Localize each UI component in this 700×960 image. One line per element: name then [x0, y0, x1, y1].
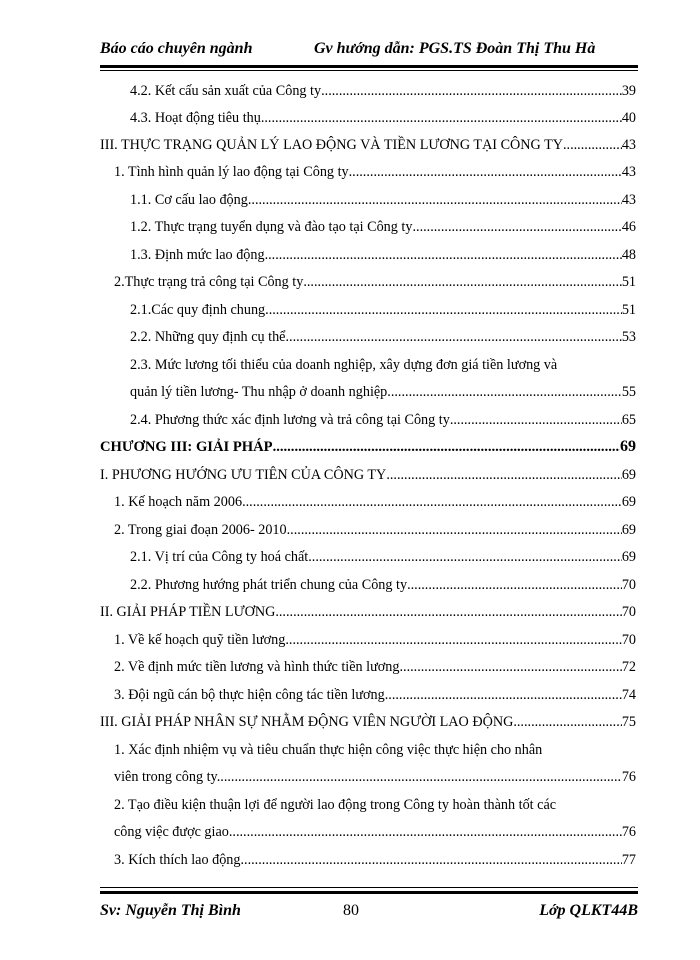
toc-leader-dots	[273, 434, 620, 460]
toc-leader-dots	[557, 352, 636, 378]
toc-leader-dots	[240, 847, 621, 873]
toc-entry-label: 2.3. Mức lương tối thiểu của doanh nghiệp, xây dựng đơn giá tiền lương và	[130, 357, 558, 373]
header-rule-thick	[100, 65, 638, 68]
toc-entry-page: 69	[621, 467, 636, 483]
toc-entry-label: 2.Thực trạng trả công tại Công ty	[114, 274, 304, 290]
toc-entry	[130, 572, 636, 598]
toc-entry-page: 75	[621, 714, 636, 730]
page-header	[100, 38, 638, 60]
toc-entry-page: 76	[621, 824, 636, 840]
toc-entry-page: 69	[621, 549, 636, 565]
toc-entry	[100, 462, 636, 488]
toc-leader-dots	[265, 297, 622, 323]
toc-entry	[100, 599, 636, 625]
toc-entry-page: 70	[621, 632, 636, 648]
toc-leader-dots	[412, 214, 621, 240]
toc-leader-dots	[542, 737, 636, 763]
toc-leader-dots	[242, 489, 622, 515]
toc-leader-dots	[407, 572, 622, 598]
toc-entry-label: 2. Trong giai đoạn 2006- 2010	[114, 522, 287, 538]
toc-entry-label: CHƯƠNG III: GIẢI PHÁP	[100, 439, 273, 455]
toc-leader-dots	[563, 132, 622, 158]
toc-entry	[130, 352, 636, 378]
toc-entry	[114, 847, 636, 873]
toc-entry	[114, 737, 636, 763]
toc-entry	[114, 682, 636, 708]
toc-entry	[130, 544, 636, 570]
toc-entry-page: 51	[621, 274, 636, 290]
toc-entry-label: 2. Về định mức tiền lương và hình thức tiền lương.	[114, 659, 404, 675]
toc-leader-dots	[556, 792, 636, 818]
toc-leader-dots	[303, 269, 621, 295]
header-rule-thin	[100, 70, 638, 71]
footer-student-name: Sv: Nguyễn Thị Bình	[100, 902, 241, 919]
toc-entry-label: 1. Kế hoạch năm 2006	[114, 494, 243, 510]
toc-leader-dots	[287, 517, 622, 543]
footer-class: Lớp QLKT44B	[539, 902, 638, 919]
toc-entry	[130, 187, 636, 213]
toc-entry-page: 43	[621, 192, 636, 208]
toc-entry-label: 2.4. Phương thức xác định lương và trả công tại Công ty	[130, 412, 450, 428]
toc-leader-dots	[450, 407, 622, 433]
toc-entry-label: II. GIẢI PHÁP TIỀN LƯƠNG	[100, 604, 276, 620]
toc-entry-page: 39	[621, 83, 636, 99]
toc-entry-page: 48	[621, 247, 636, 263]
toc-entry	[114, 654, 636, 680]
toc-entry-label: III. GIẢI PHÁP NHÂN SỰ NHẰM ĐỘNG VIÊN NGƯỜI LAO ĐỘNG	[100, 714, 514, 730]
toc-entry-page: 69	[621, 494, 636, 510]
toc-entry	[130, 297, 636, 323]
toc-entry	[114, 819, 636, 845]
header-report-title: Báo cáo chuyên ngành	[100, 40, 253, 57]
toc-entry	[100, 132, 636, 158]
page-footer	[100, 902, 638, 924]
toc-entry-label: 1.3. Định mức lao động	[130, 247, 265, 263]
toc-entry-page: 51	[621, 302, 636, 318]
toc-leader-dots	[248, 187, 622, 213]
toc-entry	[114, 764, 636, 790]
header-advisor: Gv hướng dẫn: PGS.TS Đoàn Thị Thu Hà	[314, 40, 596, 57]
toc-entry	[114, 489, 636, 515]
toc-entry-page: 77	[621, 852, 636, 868]
footer-rule-thick	[100, 891, 638, 894]
toc-entry-page: 40	[621, 110, 636, 126]
toc-entry	[130, 105, 636, 131]
toc-leader-dots	[391, 379, 622, 405]
toc-entry-label: công việc được giao.	[114, 824, 233, 840]
toc-entry-page: 74	[621, 687, 636, 703]
toc-entry-label: 3. Đội ngũ cán bộ thực hiện công tác tiền lương	[114, 687, 385, 703]
toc-entry-page: 43	[621, 164, 636, 180]
toc-entry-page: 55	[621, 384, 636, 400]
toc-entry-page: 70	[621, 577, 636, 593]
toc-leader-dots	[265, 242, 622, 268]
toc-entry-label: 1.1. Cơ cấu lao động	[130, 192, 248, 208]
toc-leader-dots	[220, 764, 622, 790]
toc-entry-label: 2.1.Các quy định chung	[130, 302, 266, 318]
toc-leader-dots	[289, 627, 622, 653]
toc-entry	[114, 517, 636, 543]
footer-rule-thin	[100, 887, 638, 888]
toc-entry-page: 53	[621, 329, 636, 345]
toc-entry-label: 3. Kích thích lao động	[114, 852, 241, 868]
page-number: 80	[343, 902, 359, 919]
toc-entry	[114, 159, 636, 185]
toc-entry-label: III. THỰC TRẠNG QUẢN LÝ LAO ĐỘNG VÀ TIỀN LƯƠNG TẠI CÔNG TY	[100, 137, 563, 153]
toc-entry-label: viên trong công ty.	[114, 769, 221, 785]
toc-entry	[130, 324, 636, 350]
toc-entry-label: 1.2. Thực trạng tuyển dụng và đào tạo tại Công ty	[130, 219, 413, 235]
toc-leader-dots	[385, 682, 622, 708]
toc-entry-page: 65	[621, 412, 636, 428]
toc-entry-label: 1. Tình hình quản lý lao động tại Công ty	[114, 164, 349, 180]
toc-entry	[130, 379, 636, 405]
toc-entry-page: 70	[621, 604, 636, 620]
toc-entry-label: quản lý tiền lương- Thu nhập ở doanh nghiệp.	[130, 384, 391, 400]
toc-entry-page: 76	[621, 769, 636, 785]
toc-entry-label: 2.1. Vị trí của Công ty hoá chất	[130, 549, 309, 565]
toc-entry-label: 1. Về kế hoạch quỹ tiền lương.	[114, 632, 289, 648]
toc-leader-dots	[308, 544, 622, 570]
toc-entry	[100, 709, 636, 735]
toc-leader-dots	[513, 709, 621, 735]
toc-leader-dots	[285, 324, 621, 350]
toc-leader-dots	[275, 599, 621, 625]
toc-leader-dots	[321, 78, 622, 104]
toc-entry-label: 4.3. Hoạt động tiêu thụ	[130, 110, 261, 126]
toc-entry-page: 69	[621, 522, 636, 538]
toc-entry-label: 2. Tạo điều kiện thuận lợi để người lao động trong Công ty hoàn thành tốt các	[114, 797, 557, 813]
toc-entry-page: 72	[621, 659, 636, 675]
toc-leader-dots	[386, 462, 622, 488]
toc-entry	[130, 407, 636, 433]
toc-chapter-entry	[100, 434, 636, 460]
toc-leader-dots	[232, 819, 621, 845]
toc-entry-page: 46	[621, 219, 636, 235]
toc-entry-label: 2.2. Những quy định cụ thể	[130, 329, 286, 345]
toc-entry-label: 2.2. Phương hướng phát triển chung của Công ty	[130, 577, 408, 593]
toc-entry-label: 1. Xác định nhiệm vụ và tiêu chuẩn thực hiện công việc thực hiện cho nhân	[114, 742, 543, 758]
toc-leader-dots	[403, 654, 622, 680]
toc-entry	[130, 242, 636, 268]
toc-leader-dots	[349, 159, 622, 185]
toc-entry	[114, 792, 636, 818]
toc-leader-dots	[261, 105, 622, 131]
toc-entry-page: 43	[621, 137, 636, 153]
toc-entry-page: 69	[620, 438, 636, 455]
toc-entry-label: 4.2. Kết cấu sản xuất của Công ty	[130, 83, 322, 99]
toc-entry	[114, 269, 636, 295]
toc-entry	[130, 214, 636, 240]
toc-entry	[130, 78, 636, 104]
toc-entry-label: I. PHƯƠNG HƯỚNG ƯU TIÊN CỦA CÔNG TY	[100, 467, 387, 483]
toc-entry	[114, 627, 636, 653]
